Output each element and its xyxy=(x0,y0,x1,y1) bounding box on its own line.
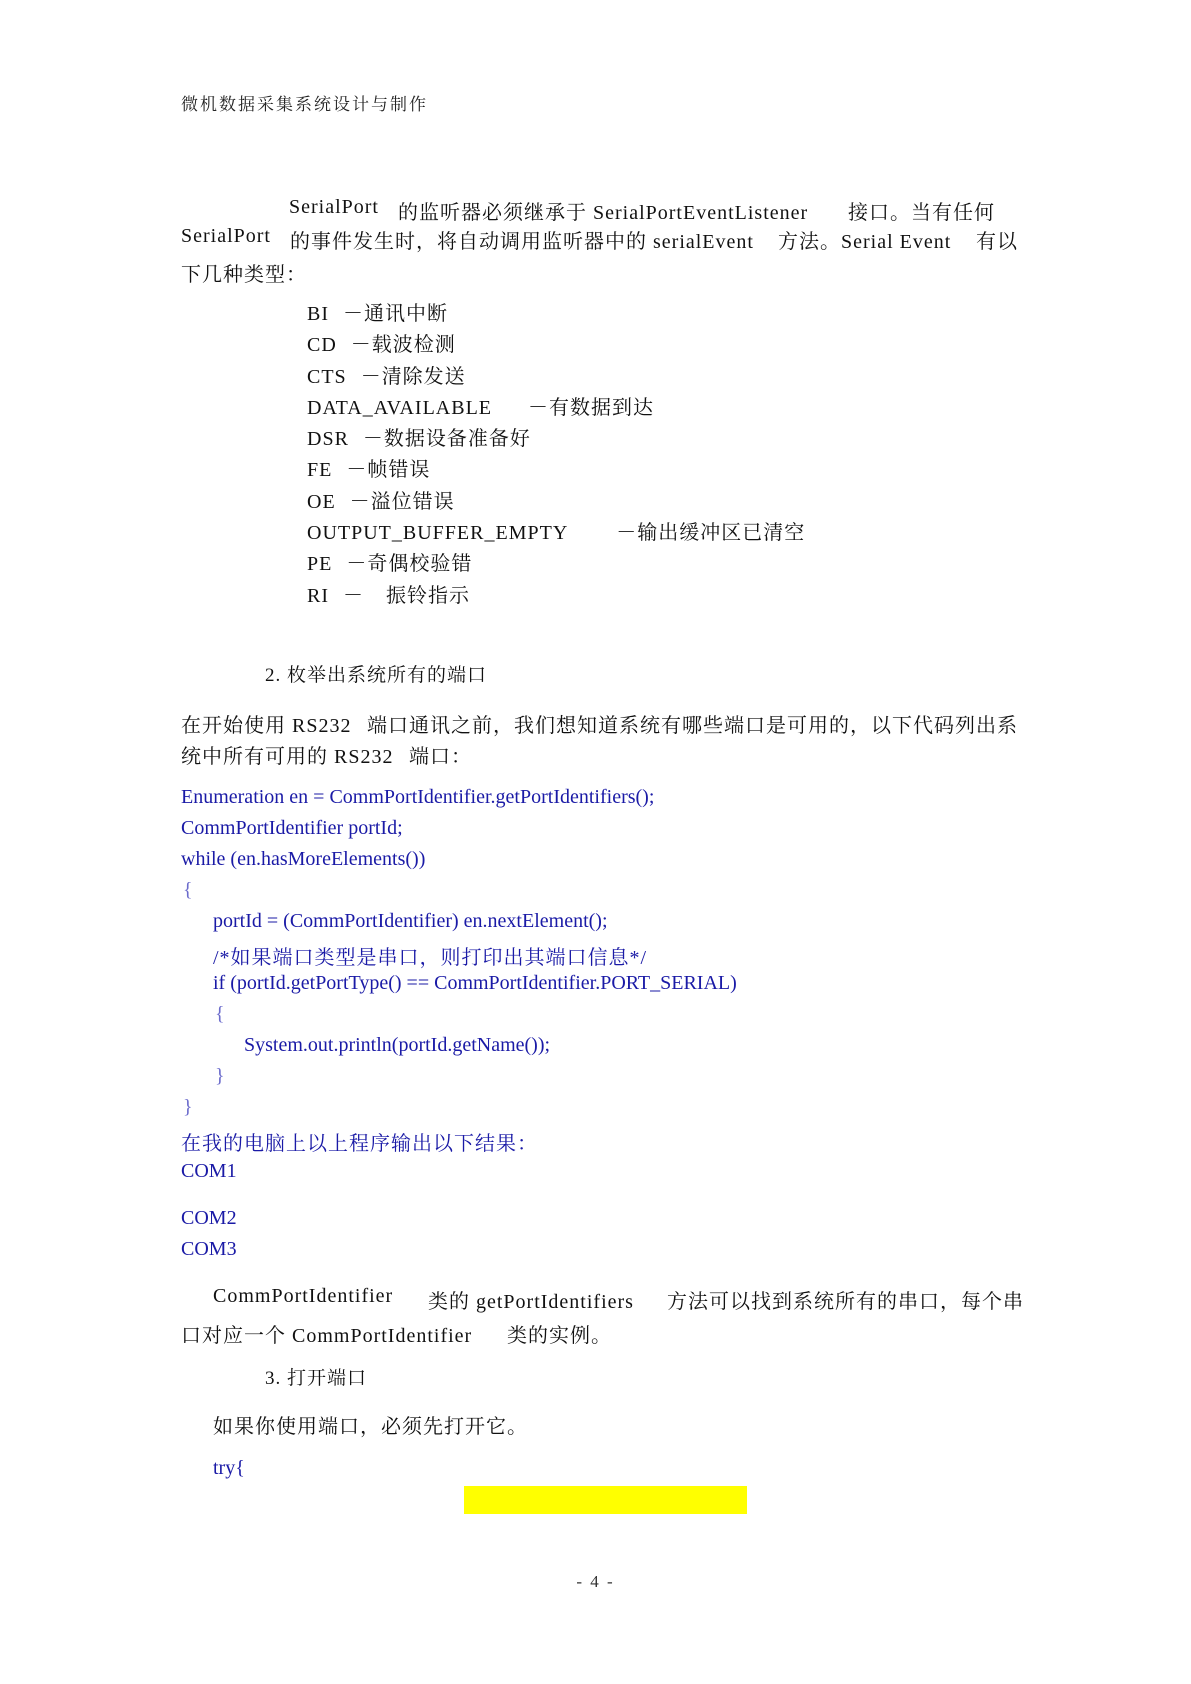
section2-para-line2-a: 统中所有可用的 RS232 xyxy=(181,746,394,768)
code-brace: } xyxy=(215,1065,225,1087)
list-item xyxy=(307,579,805,610)
event-name: PE xyxy=(307,553,333,576)
section2-para-line1-b: 端口通讯之前，我们想知道系统有哪些端口是可用的，以下代码列出系 xyxy=(367,715,1018,737)
list-item xyxy=(307,516,805,547)
page-header: 微机数据采集系统设计与制作 xyxy=(181,95,428,114)
event-desc: 载波检测 xyxy=(371,334,456,357)
event-sep: － xyxy=(349,490,371,513)
code-line: CommPortIdentifier portId; xyxy=(181,817,403,839)
event-sep: － xyxy=(346,459,368,482)
list-item xyxy=(307,547,805,578)
intro-line2-c: 方法。Serial Event xyxy=(778,231,952,253)
event-sep: － xyxy=(343,584,364,607)
summary-line1-a: CommPortIdentifier xyxy=(213,1285,394,1307)
yellow-highlight-block xyxy=(464,1486,747,1514)
list-item xyxy=(307,453,805,484)
event-name: OE xyxy=(307,490,336,513)
intro-line3: 下几种类型： xyxy=(181,264,307,286)
section3-para: 如果你使用端口，必须先打开它。 xyxy=(213,1416,528,1438)
list-item xyxy=(307,297,805,328)
code-line: try{ xyxy=(213,1457,245,1479)
event-sep: － xyxy=(616,522,638,545)
event-desc: 溢位错误 xyxy=(370,490,455,513)
code-line: if (portId.getPortType() == CommPortIdentifier.PORT_SERIAL) xyxy=(213,972,737,994)
event-desc: 振铃指示 xyxy=(386,584,470,607)
event-name: DSR xyxy=(307,428,349,451)
output-result: COM1 xyxy=(181,1160,237,1182)
output-result: COM2 xyxy=(181,1207,237,1229)
event-desc: 数据设备准备好 xyxy=(383,428,531,451)
intro-line1-b: 的监听器必须继承于 SerialPortEventListener xyxy=(398,202,809,224)
summary-line2-a: 口对应一个 CommPortIdentifier xyxy=(181,1325,473,1347)
intro-line2-d: 有以 xyxy=(976,231,1018,253)
event-desc: 帧错误 xyxy=(367,459,431,482)
list-item xyxy=(307,422,805,453)
event-sep: － xyxy=(343,303,364,325)
event-name: CD xyxy=(307,334,337,357)
code-brace: { xyxy=(183,879,193,901)
event-desc: 通讯中断 xyxy=(364,303,448,325)
list-item xyxy=(307,328,805,359)
section2-para-line2-b: 端口： xyxy=(409,746,472,768)
event-sep: － xyxy=(528,396,549,419)
section2-para-line1-a: 在开始使用 RS232 xyxy=(181,715,352,737)
section3-heading: 3. 打开端口 xyxy=(265,1368,368,1389)
code-comment: /*如果端口类型是串口，则打印出其端口信息*/ xyxy=(213,947,648,969)
event-sep: － xyxy=(360,365,382,388)
event-name: CTS xyxy=(307,365,347,388)
code-line: Enumeration en = CommPortIdentifier.getPortIdentifiers(); xyxy=(181,786,655,808)
page-number: - 4 - xyxy=(576,1572,615,1591)
section2-heading: 2. 枚举出系统所有的端口 xyxy=(265,665,488,686)
event-type-list xyxy=(307,297,805,610)
intro-line1-a: SerialPort xyxy=(289,196,379,218)
event-desc: 奇偶校验错 xyxy=(367,553,473,576)
event-sep: － xyxy=(362,428,384,451)
summary-line1-b: 类的 getPortIdentifiers xyxy=(428,1291,634,1313)
event-name: FE xyxy=(307,459,333,482)
code-line: System.out.println(portId.getName()); xyxy=(244,1034,551,1056)
summary-line2-b: 类的实例。 xyxy=(507,1325,612,1347)
code-brace: { xyxy=(215,1003,225,1025)
code-brace: } xyxy=(183,1096,193,1118)
event-sep: － xyxy=(346,553,368,576)
event-name: RI xyxy=(307,584,329,607)
summary-line1-c: 方法可以找到系统所有的串口，每个串 xyxy=(667,1291,1024,1313)
list-item xyxy=(307,391,805,422)
code-line: portId = (CommPortIdentifier) en.nextElement(); xyxy=(213,910,608,932)
event-name: OUTPUT_BUFFER_EMPTY xyxy=(307,522,569,545)
event-desc: 有数据到达 xyxy=(549,396,654,419)
intro-line2-a: SerialPort xyxy=(181,225,271,247)
list-item xyxy=(307,360,805,391)
intro-line1-c: 接口。当有任何 xyxy=(848,202,995,224)
event-name: DATA_AVAILABLE xyxy=(307,396,492,419)
event-name: BI xyxy=(307,303,329,325)
intro-line2-b: 的事件发生时，将自动调用监听器中的 serialEvent xyxy=(290,231,754,253)
output-result: COM3 xyxy=(181,1238,237,1260)
output-intro: 在我的电脑上以上程序输出以下结果： xyxy=(181,1133,538,1155)
code-line: while (en.hasMoreElements()) xyxy=(181,848,426,870)
event-desc: 清除发送 xyxy=(381,365,466,388)
list-item xyxy=(307,485,805,516)
event-sep: － xyxy=(350,334,372,357)
event-desc: 输出缓冲区已清空 xyxy=(637,522,806,545)
